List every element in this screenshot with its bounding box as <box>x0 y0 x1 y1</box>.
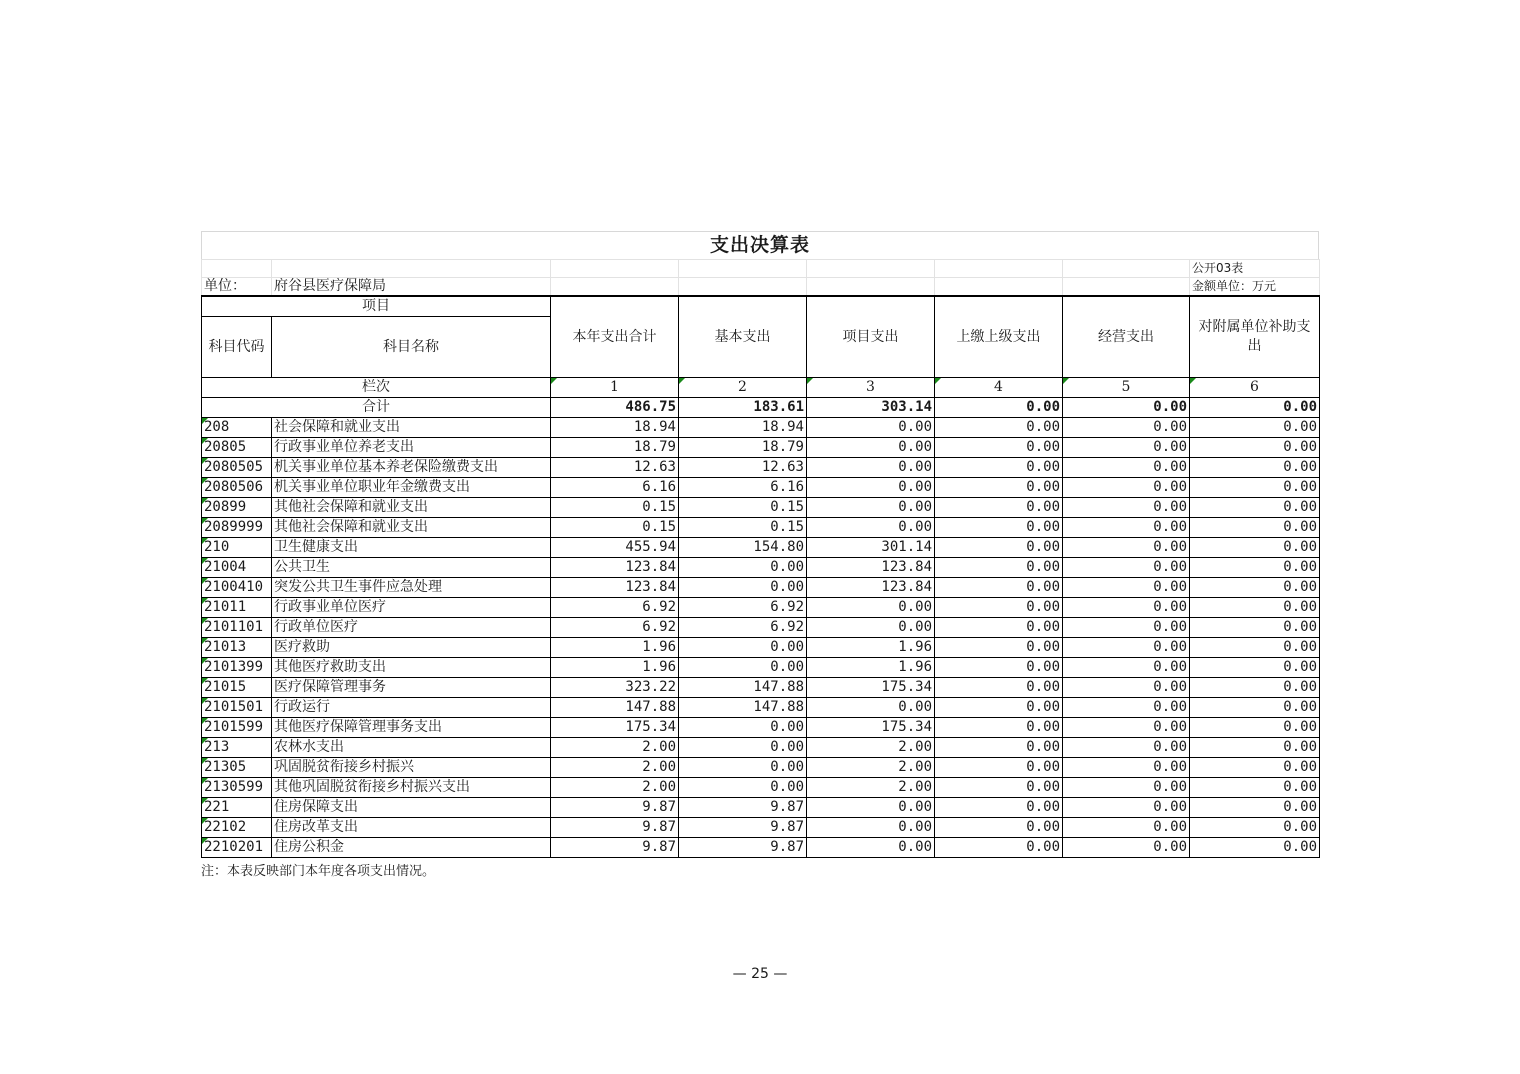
row-value-3: 2.00 <box>807 738 935 758</box>
row-value-1: 147.88 <box>551 698 679 718</box>
row-value-3: 1.96 <box>807 658 935 678</box>
sheet-title: 支出决算表 <box>201 231 1319 259</box>
row-value-1: 0.15 <box>551 498 679 518</box>
row-name: 其他社会保障和就业支出 <box>272 518 551 538</box>
header-code: 科目代码 <box>202 317 272 378</box>
row-value-2: 12.63 <box>679 458 807 478</box>
row-name: 医疗救助 <box>272 638 551 658</box>
row-name: 行政单位医疗 <box>272 618 551 638</box>
row-name: 其他巩固脱贫衔接乡村振兴支出 <box>272 778 551 798</box>
row-value-3: 0.00 <box>807 818 935 838</box>
row-code: 2130599 <box>202 778 272 798</box>
row-value-3: 175.34 <box>807 678 935 698</box>
header-col-6: 对附属单位补助支出 <box>1190 297 1320 378</box>
row-value-3: 0.00 <box>807 478 935 498</box>
table-row <box>202 618 1320 638</box>
row-value-1: 123.84 <box>551 558 679 578</box>
row-value-4: 0.00 <box>935 598 1063 618</box>
row-value-4: 0.00 <box>935 698 1063 718</box>
row-value-1: 6.92 <box>551 618 679 638</box>
row-value-5: 0.00 <box>1063 718 1190 738</box>
row-code: 2080505 <box>202 458 272 478</box>
total-value-3: 303.14 <box>807 398 935 418</box>
row-name: 住房公积金 <box>272 838 551 858</box>
row-value-6: 0.00 <box>1190 778 1320 798</box>
row-value-4: 0.00 <box>935 778 1063 798</box>
row-value-2: 9.87 <box>679 838 807 858</box>
table-row <box>202 518 1320 538</box>
row-value-3: 0.00 <box>807 618 935 638</box>
row-value-5: 0.00 <box>1063 778 1190 798</box>
row-value-2: 0.00 <box>679 638 807 658</box>
row-name: 行政事业单位医疗 <box>272 598 551 618</box>
row-value-1: 323.22 <box>551 678 679 698</box>
row-code: 21013 <box>202 638 272 658</box>
total-value-6: 0.00 <box>1190 398 1320 418</box>
header-col-2: 基本支出 <box>679 297 807 378</box>
table-row <box>202 538 1320 558</box>
row-value-3: 0.00 <box>807 698 935 718</box>
row-code: 210 <box>202 538 272 558</box>
table-row <box>202 798 1320 818</box>
table-row <box>202 638 1320 658</box>
row-value-6: 0.00 <box>1190 638 1320 658</box>
row-value-6: 0.00 <box>1190 598 1320 618</box>
row-value-5: 0.00 <box>1063 818 1190 838</box>
row-value-2: 0.00 <box>679 718 807 738</box>
row-value-4: 0.00 <box>935 418 1063 438</box>
row-value-1: 18.94 <box>551 418 679 438</box>
row-value-3: 0.00 <box>807 498 935 518</box>
lanci-5: 5 <box>1063 378 1190 398</box>
row-value-4: 0.00 <box>935 458 1063 478</box>
row-value-5: 0.00 <box>1063 838 1190 858</box>
row-code: 208 <box>202 418 272 438</box>
row-value-2: 0.00 <box>679 578 807 598</box>
row-name: 突发公共卫生事件应急处理 <box>272 578 551 598</box>
row-value-5: 0.00 <box>1063 758 1190 778</box>
row-value-3: 0.00 <box>807 418 935 438</box>
row-name: 其他社会保障和就业支出 <box>272 498 551 518</box>
row-code: 221 <box>202 798 272 818</box>
row-value-4: 0.00 <box>935 538 1063 558</box>
row-value-6: 0.00 <box>1190 558 1320 578</box>
row-name: 农林水支出 <box>272 738 551 758</box>
row-value-2: 154.80 <box>679 538 807 558</box>
row-code: 21015 <box>202 678 272 698</box>
header-col-3: 项目支出 <box>807 297 935 378</box>
row-value-3: 301.14 <box>807 538 935 558</box>
table-body <box>202 418 1320 858</box>
row-name: 机关事业单位基本养老保险缴费支出 <box>272 458 551 478</box>
row-value-1: 455.94 <box>551 538 679 558</box>
row-code: 22102 <box>202 818 272 838</box>
table-row <box>202 418 1320 438</box>
row-name: 住房保障支出 <box>272 798 551 818</box>
lanci-1: 1 <box>551 378 679 398</box>
lanci-6: 6 <box>1190 378 1320 398</box>
row-value-1: 2.00 <box>551 778 679 798</box>
row-value-1: 9.87 <box>551 818 679 838</box>
row-value-4: 0.00 <box>935 438 1063 458</box>
row-code: 2100410 <box>202 578 272 598</box>
row-value-3: 123.84 <box>807 578 935 598</box>
row-value-4: 0.00 <box>935 678 1063 698</box>
row-value-6: 0.00 <box>1190 438 1320 458</box>
row-value-4: 0.00 <box>935 578 1063 598</box>
row-value-2: 0.15 <box>679 498 807 518</box>
total-value-4: 0.00 <box>935 398 1063 418</box>
row-value-3: 0.00 <box>807 458 935 478</box>
row-value-5: 0.00 <box>1063 698 1190 718</box>
row-code: 21004 <box>202 558 272 578</box>
total-value-5: 0.00 <box>1063 398 1190 418</box>
row-name: 卫生健康支出 <box>272 538 551 558</box>
row-value-5: 0.00 <box>1063 518 1190 538</box>
unit-name: 府谷县医疗保障局 <box>272 278 551 296</box>
row-name: 其他医疗救助支出 <box>272 658 551 678</box>
page-number: — 25 — <box>732 966 788 982</box>
row-value-5: 0.00 <box>1063 738 1190 758</box>
row-code: 20899 <box>202 498 272 518</box>
row-code: 2210201 <box>202 838 272 858</box>
row-name: 住房改革支出 <box>272 818 551 838</box>
table-row <box>202 778 1320 798</box>
row-value-4: 0.00 <box>935 518 1063 538</box>
row-value-4: 0.00 <box>935 798 1063 818</box>
table-row <box>202 478 1320 498</box>
row-value-6: 0.00 <box>1190 798 1320 818</box>
row-value-5: 0.00 <box>1063 538 1190 558</box>
row-value-4: 0.00 <box>935 818 1063 838</box>
table-row <box>202 698 1320 718</box>
row-code: 213 <box>202 738 272 758</box>
row-value-6: 0.00 <box>1190 758 1320 778</box>
row-value-6: 0.00 <box>1190 818 1320 838</box>
form-number: 公开03表 <box>1190 260 1320 278</box>
row-value-2: 6.16 <box>679 478 807 498</box>
row-value-4: 0.00 <box>935 558 1063 578</box>
table-row <box>202 818 1320 838</box>
meta-table <box>201 259 1320 296</box>
row-value-5: 0.00 <box>1063 578 1190 598</box>
row-value-4: 0.00 <box>935 718 1063 738</box>
row-value-3: 0.00 <box>807 798 935 818</box>
row-code: 21305 <box>202 758 272 778</box>
lanci-label: 栏次 <box>202 378 551 398</box>
table-row <box>202 738 1320 758</box>
row-value-3: 175.34 <box>807 718 935 738</box>
row-value-4: 0.00 <box>935 658 1063 678</box>
table-row <box>202 498 1320 518</box>
row-value-6: 0.00 <box>1190 418 1320 438</box>
header-project: 项目 <box>202 297 551 317</box>
row-value-6: 0.00 <box>1190 718 1320 738</box>
row-value-4: 0.00 <box>935 838 1063 858</box>
row-value-6: 0.00 <box>1190 738 1320 758</box>
row-code: 2101599 <box>202 718 272 738</box>
row-value-6: 0.00 <box>1190 498 1320 518</box>
row-value-3: 2.00 <box>807 778 935 798</box>
row-value-5: 0.00 <box>1063 558 1190 578</box>
row-name: 行政运行 <box>272 698 551 718</box>
unit-label: 单位： <box>202 278 272 296</box>
row-value-5: 0.00 <box>1063 418 1190 438</box>
table-row <box>202 718 1320 738</box>
row-value-4: 0.00 <box>935 638 1063 658</box>
row-code: 21011 <box>202 598 272 618</box>
row-value-6: 0.00 <box>1190 658 1320 678</box>
total-value-1: 486.75 <box>551 398 679 418</box>
row-name: 其他医疗保障管理事务支出 <box>272 718 551 738</box>
row-value-2: 147.88 <box>679 698 807 718</box>
row-value-2: 0.00 <box>679 558 807 578</box>
row-value-2: 0.00 <box>679 738 807 758</box>
row-value-6: 0.00 <box>1190 458 1320 478</box>
row-code: 20805 <box>202 438 272 458</box>
row-value-3: 123.84 <box>807 558 935 578</box>
row-value-2: 0.00 <box>679 758 807 778</box>
row-value-6: 0.00 <box>1190 618 1320 638</box>
row-value-5: 0.00 <box>1063 678 1190 698</box>
lanci-4: 4 <box>935 378 1063 398</box>
row-value-6: 0.00 <box>1190 518 1320 538</box>
lanci-2: 2 <box>679 378 807 398</box>
table-row <box>202 758 1320 778</box>
row-value-1: 2.00 <box>551 738 679 758</box>
row-value-1: 1.96 <box>551 658 679 678</box>
row-value-2: 0.00 <box>679 778 807 798</box>
row-value-6: 0.00 <box>1190 698 1320 718</box>
row-value-1: 0.15 <box>551 518 679 538</box>
row-value-2: 18.94 <box>679 418 807 438</box>
table-note: 注：本表反映部门本年度各项支出情况。 <box>201 864 436 879</box>
row-value-4: 0.00 <box>935 738 1063 758</box>
table-row <box>202 678 1320 698</box>
row-name: 社会保障和就业支出 <box>272 418 551 438</box>
header-name: 科目名称 <box>272 317 551 378</box>
row-value-1: 6.16 <box>551 478 679 498</box>
row-value-4: 0.00 <box>935 758 1063 778</box>
row-value-4: 0.00 <box>935 498 1063 518</box>
row-value-1: 2.00 <box>551 758 679 778</box>
row-value-6: 0.00 <box>1190 578 1320 598</box>
row-value-2: 0.00 <box>679 658 807 678</box>
row-value-6: 0.00 <box>1190 538 1320 558</box>
header-col-4: 上缴上级支出 <box>935 297 1063 378</box>
row-value-3: 2.00 <box>807 758 935 778</box>
row-name: 医疗保障管理事务 <box>272 678 551 698</box>
row-name: 公共卫生 <box>272 558 551 578</box>
row-value-3: 1.96 <box>807 638 935 658</box>
row-value-2: 6.92 <box>679 598 807 618</box>
row-code: 2080506 <box>202 478 272 498</box>
row-value-5: 0.00 <box>1063 478 1190 498</box>
table-row <box>202 438 1320 458</box>
row-value-6: 0.00 <box>1190 678 1320 698</box>
row-name: 机关事业单位职业年金缴费支出 <box>272 478 551 498</box>
row-value-4: 0.00 <box>935 478 1063 498</box>
total-value-2: 183.61 <box>679 398 807 418</box>
table-row <box>202 658 1320 678</box>
table-row <box>202 558 1320 578</box>
table-row <box>202 458 1320 478</box>
row-value-2: 147.88 <box>679 678 807 698</box>
row-value-2: 9.87 <box>679 818 807 838</box>
row-value-1: 175.34 <box>551 718 679 738</box>
header-col-1: 本年支出合计 <box>551 297 679 378</box>
row-code: 2101101 <box>202 618 272 638</box>
row-value-1: 12.63 <box>551 458 679 478</box>
header-col-5: 经营支出 <box>1063 297 1190 378</box>
row-value-6: 0.00 <box>1190 838 1320 858</box>
row-value-1: 1.96 <box>551 638 679 658</box>
table-row <box>202 578 1320 598</box>
table-row <box>202 838 1320 858</box>
row-value-3: 0.00 <box>807 438 935 458</box>
table-row <box>202 598 1320 618</box>
row-value-5: 0.00 <box>1063 638 1190 658</box>
row-value-5: 0.00 <box>1063 658 1190 678</box>
row-value-1: 18.79 <box>551 438 679 458</box>
row-value-5: 0.00 <box>1063 438 1190 458</box>
row-value-2: 0.15 <box>679 518 807 538</box>
row-value-3: 0.00 <box>807 598 935 618</box>
total-label: 合计 <box>202 398 551 418</box>
row-code: 2101501 <box>202 698 272 718</box>
row-value-4: 0.00 <box>935 618 1063 638</box>
row-value-5: 0.00 <box>1063 458 1190 478</box>
row-name: 巩固脱贫衔接乡村振兴 <box>272 758 551 778</box>
expenditure-sheet <box>201 231 1319 879</box>
row-value-2: 6.92 <box>679 618 807 638</box>
row-code: 2101399 <box>202 658 272 678</box>
row-value-1: 9.87 <box>551 798 679 818</box>
row-value-2: 9.87 <box>679 798 807 818</box>
row-value-1: 6.92 <box>551 598 679 618</box>
expenditure-table <box>201 296 1320 858</box>
row-value-6: 0.00 <box>1190 478 1320 498</box>
row-value-5: 0.00 <box>1063 618 1190 638</box>
row-value-1: 123.84 <box>551 578 679 598</box>
amount-unit: 金额单位：万元 <box>1190 278 1320 296</box>
row-value-3: 0.00 <box>807 838 935 858</box>
row-value-5: 0.00 <box>1063 798 1190 818</box>
row-value-1: 9.87 <box>551 838 679 858</box>
row-value-5: 0.00 <box>1063 498 1190 518</box>
row-code: 2089999 <box>202 518 272 538</box>
row-name: 行政事业单位养老支出 <box>272 438 551 458</box>
row-value-3: 0.00 <box>807 518 935 538</box>
lanci-3: 3 <box>807 378 935 398</box>
row-value-2: 18.79 <box>679 438 807 458</box>
row-value-5: 0.00 <box>1063 598 1190 618</box>
